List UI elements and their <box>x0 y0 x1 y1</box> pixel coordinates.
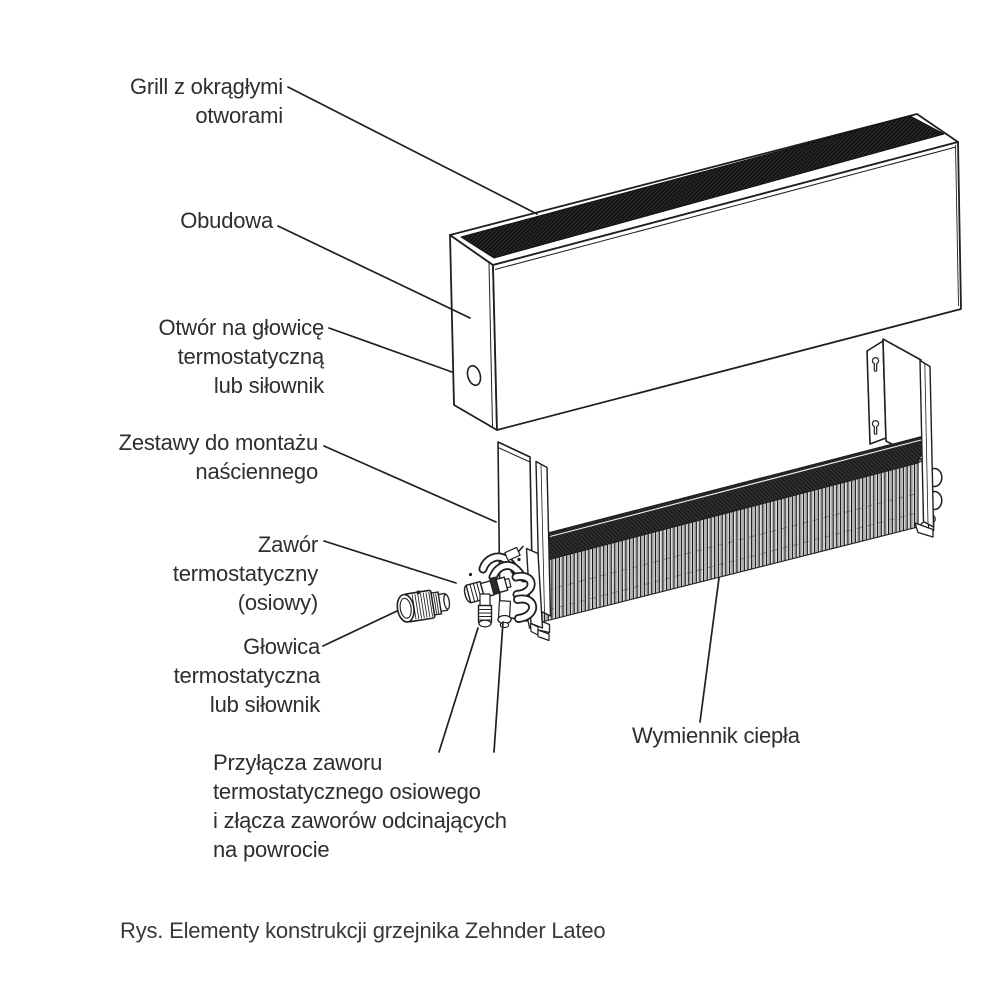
label-grill <box>33 72 283 130</box>
label-line: Przyłącza zaworu <box>213 750 383 775</box>
label-line: lub siłownik <box>213 373 324 398</box>
label-zestawy <box>33 428 318 486</box>
bolt-dot <box>469 573 472 576</box>
label-line: Głowica <box>243 634 320 659</box>
label-line: lub siłownik <box>209 692 320 717</box>
label-line: termostatyczny <box>172 561 318 586</box>
leader-otwor <box>329 328 452 372</box>
label-line: Otwór na głowicę <box>158 315 324 340</box>
label-line: (osiowy) <box>237 590 318 615</box>
label-line: Zawór <box>257 532 318 557</box>
label-otwor <box>33 313 324 400</box>
valve-connection-axial <box>479 594 492 627</box>
leader-grill <box>288 87 537 214</box>
label-line: Zestawy do montażu <box>118 430 318 455</box>
label-line: na powrocie <box>213 837 330 862</box>
heat-exchanger <box>536 435 942 623</box>
label-line: Grill z okrągłymi <box>129 74 283 99</box>
label-line: i złącza zaworów odcinających <box>213 808 507 833</box>
label-line: termostatycznego osiowego <box>213 779 481 804</box>
leader-przylacza-b <box>494 622 503 752</box>
label-obudowa <box>33 206 273 235</box>
label-line: termostatyczna <box>173 663 320 688</box>
leader-przylacza-a <box>439 628 478 752</box>
housing-left-face <box>450 235 497 430</box>
head-setting-mark <box>417 590 421 594</box>
valve-connection-return <box>498 601 511 628</box>
label-line: Wymiennik ciepła <box>632 723 800 748</box>
bolt-dot <box>517 558 520 561</box>
label-glowica <box>33 632 320 719</box>
leader-glowica <box>323 611 397 646</box>
leader-obudowa <box>278 226 470 318</box>
label-przylacza <box>213 748 593 864</box>
leader-wymiennik <box>700 578 719 722</box>
figure-caption: Rys. Elementy konstrukcji grzejnika Zehnder Lateo <box>120 918 606 943</box>
label-line: termostatyczną <box>177 344 324 369</box>
leader-zestawy <box>324 446 496 522</box>
leader-zawor <box>324 541 456 583</box>
label-line: naściennego <box>195 459 318 484</box>
label-wymiennik <box>632 721 892 750</box>
thermostatic-head <box>395 586 451 623</box>
label-line: otworami <box>195 103 283 128</box>
label-line: Obudowa <box>180 208 273 233</box>
label-zawor <box>33 530 318 617</box>
